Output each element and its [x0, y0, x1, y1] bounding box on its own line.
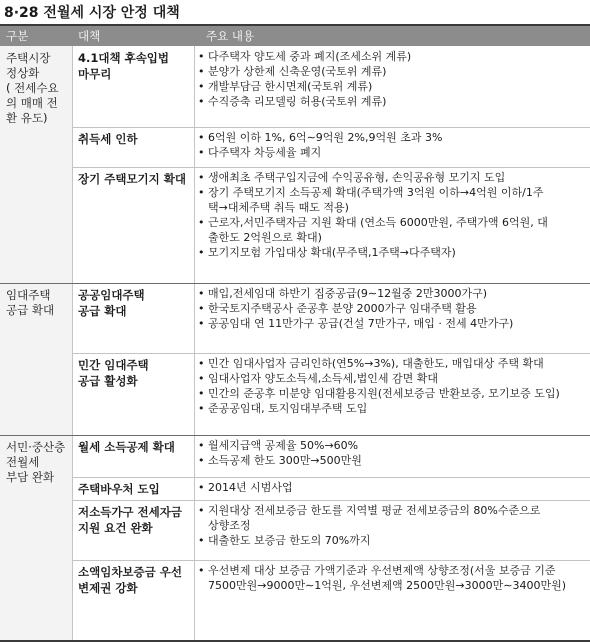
detail-item: • 수직증축 리모델링 허용(국토위 계류) — [198, 94, 586, 109]
detail-item: • 지원대상 전세보증금 한도를 지역별 평균 전세보증금의 80%수준으로 — [198, 503, 586, 518]
detail-item: • 공공임대 연 11만가구 공급(건설 7만가구, 매입 · 전세 4만가구) — [198, 316, 586, 331]
detail-item: • 근로자,서민주택자금 지원 확대 (연소득 6000만원, 주택가액 6억원, 대 — [198, 215, 586, 230]
detail-item-continuation: 출한도 2억원으로 확대) — [208, 231, 322, 244]
category-line: 의 매매 전 — [6, 96, 58, 110]
policy-line: 마무리 — [78, 67, 112, 81]
page-title: 8·28 전월세 시장 안정 대책 — [4, 5, 180, 21]
detail-item: • 분양가 상한제 신축운영(국토위 계류) — [198, 64, 586, 79]
detail-item: • 대출한도 보증금 한도의 70%까지 — [198, 533, 586, 548]
detail-item-continuation: 7500만원→9000만∼1억원, 우선변제액 2500만원→3000만∼3400만원) — [208, 579, 567, 592]
details-cell — [198, 127, 586, 160]
category-line: 주택시장 — [6, 51, 51, 65]
group-divider — [0, 283, 590, 284]
row-divider — [72, 477, 590, 478]
policy-line: 민간 임대주택 — [78, 358, 149, 372]
header-policy: 대책 — [78, 29, 101, 43]
detail-item: • 월세지급액 공제율 50%→60% — [198, 438, 586, 453]
detail-item-continuation: 상향조정 — [208, 519, 251, 532]
category-line: 공급 확대 — [6, 303, 55, 317]
detail-item: • 다주택자 차등세율 폐지 — [198, 145, 586, 160]
table-header — [0, 26, 590, 46]
row-divider — [72, 353, 590, 354]
policy-line: 장기 주택모기지 확대 — [78, 172, 186, 186]
detail-item: • 다주택자 양도세 중과 폐지(조세소위 계류) — [198, 49, 586, 64]
detail-item-continuation: 택→대체주택 취득 때도 적용) — [208, 201, 349, 214]
policy-line: 소액임차보증금 우선 — [78, 565, 182, 579]
header-category: 구분 — [6, 29, 29, 43]
policy-line: 취득세 인하 — [78, 132, 138, 146]
group-divider — [0, 435, 590, 436]
category-cell — [0, 283, 72, 435]
details-cell — [198, 500, 586, 548]
policy-cell — [72, 477, 194, 497]
detail-item: • 준공공임대, 토지임대부주택 도입 — [198, 401, 586, 416]
row-divider — [72, 127, 590, 128]
category-cell — [0, 46, 72, 283]
detail-item: • 임대사업자 양도소득세,소득세,법인세 감면 확대 — [198, 371, 586, 386]
header-details: 주요 내용 — [206, 29, 255, 43]
category-line: 서민·중산층 — [6, 440, 66, 454]
policy-cell — [72, 500, 194, 536]
detail-item: • 민간의 준공후 미분양 임대활용지원(전세보증금 반환보증, 모기보증 도입) — [198, 386, 586, 401]
detail-item: • 매입,전세임대 하반기 집중공급(9∼12월중 2만3000가구) — [198, 286, 586, 301]
detail-item: • 생애최초 주택구입지금에 수익공유형, 손익공유형 모기지 도입 — [198, 170, 586, 185]
details-cell — [198, 353, 586, 416]
details-cell — [198, 46, 586, 109]
detail-item: • 소득공제 한도 300만→500만원 — [198, 453, 586, 468]
detail-item: • 우선변제 대상 보증금 가액기준과 우선변제액 상향조정(서울 보증금 기준 — [198, 563, 586, 578]
details-cell — [198, 477, 586, 495]
policy-line: 주택바우처 도입 — [78, 482, 160, 496]
detail-item: • 장기 주택모기지 소득공제 확대(주택가액 3억원 이하→4억원 이하/1주 — [198, 185, 586, 200]
policy-cell — [72, 560, 194, 596]
detail-item: • 6억원 이하 1%, 6억∼9억원 2%,9억원 초과 3% — [198, 130, 586, 145]
detail-item: • 모기지모험 가입대상 확대(무주택,1주택→다주택자) — [198, 245, 586, 260]
category-line: 임대주택 — [6, 288, 51, 302]
policy-line: 공공임대주택 — [78, 288, 145, 302]
category-line: ( 전세수요 — [6, 81, 59, 95]
detail-item: • 개발부담금 한시면제(국토위 계류) — [198, 79, 586, 94]
policy-cell — [72, 435, 194, 455]
policy-line: 월세 소득공제 확대 — [78, 440, 175, 454]
policy-cell — [72, 353, 194, 389]
category-cell — [0, 435, 72, 640]
detail-item: • 한국토지주택공사 준공후 분양 2000가구 임대주택 활용 — [198, 301, 586, 316]
details-cell — [198, 167, 586, 260]
policy-line: 4.1대책 후속입법 — [78, 51, 170, 65]
policy-line: 변제권 강화 — [78, 581, 138, 595]
policy-cell — [72, 127, 194, 147]
column-divider — [72, 46, 73, 640]
policy-cell — [72, 167, 194, 187]
row-divider — [72, 167, 590, 168]
detail-item: • 민간 임대사업자 금리인하(연5%→3%), 대출한도, 매입대상 주택 확대 — [198, 356, 586, 371]
column-divider — [194, 46, 195, 640]
policy-line: 공급 활성화 — [78, 374, 138, 388]
category-line: 환 유도) — [6, 111, 48, 125]
detail-item: • 2014년 시범사업 — [198, 480, 586, 495]
category-line: 부담 완화 — [6, 470, 55, 484]
details-cell — [198, 283, 586, 331]
details-cell — [198, 435, 586, 468]
policy-line: 지원 요건 완화 — [78, 521, 153, 535]
row-divider — [72, 560, 590, 561]
bottom-rule — [0, 640, 590, 642]
row-divider — [72, 500, 590, 501]
details-cell — [198, 560, 586, 593]
policy-line: 저소득가구 전세자금 — [78, 505, 182, 519]
policy-line: 공급 확대 — [78, 304, 127, 318]
policy-cell — [72, 46, 194, 82]
category-line: 전월세 — [6, 455, 40, 469]
policy-cell — [72, 283, 194, 319]
category-line: 정상화 — [6, 66, 40, 80]
